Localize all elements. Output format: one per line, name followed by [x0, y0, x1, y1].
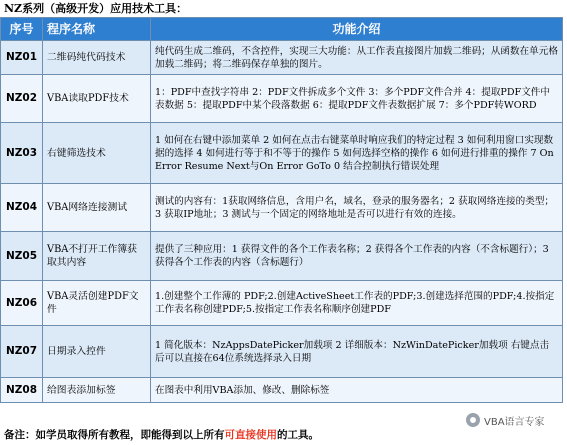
row-name: VBA灵活创建PDF文件	[43, 281, 151, 326]
wechat-logo-icon	[466, 413, 480, 427]
watermark-text: VBA语言专家	[484, 416, 545, 428]
row-code: NZ08	[1, 378, 43, 403]
table-row	[1, 123, 563, 184]
table-row	[1, 41, 563, 75]
table-header-row	[1, 18, 563, 41]
row-name: VBA不打开工作簿获取其内容	[43, 232, 151, 281]
row-name: 日期录入控件	[43, 326, 151, 378]
row-description: 1 简化版本：NzAppsDatePicker加载项 2 详细版本：NzWinDatePicker加载项 右键点击后可以直接在64位系统选择录入日期	[151, 326, 563, 378]
row-description: 测试的内容有：1获取网络信息，含用户名，域名，登录的服务器名；2 获取网络连接的类型；3 获取IP地址；3 测试与一个固定的网络地址是否可以进行有效的连接。	[151, 184, 563, 232]
row-code: NZ04	[1, 184, 43, 232]
row-description: 1.创建整个工作薄的 PDF;2.创建ActiveSheet工作表的PDF;3.创建选择范围的PDF;4.按指定工作表名称创建PDF;5.按指定工作表名称顺序创建PDF	[151, 281, 563, 326]
footnote-highlight: 可直接使用	[224, 429, 277, 441]
table-row	[1, 281, 563, 326]
table-row	[1, 184, 563, 232]
row-description: 在图表中利用VBA添加、修改、删除标签	[151, 378, 563, 403]
footnote	[4, 427, 319, 443]
footnote-prefix: 备注：如学员取得所有教程，即能得到以上所有	[4, 429, 225, 441]
row-code: NZ03	[1, 123, 43, 184]
row-code: NZ07	[1, 326, 43, 378]
row-name: 二维码纯代码技术	[43, 41, 151, 75]
table-row	[1, 232, 563, 281]
row-name: 给图表添加标签	[43, 378, 151, 403]
row-code: NZ06	[1, 281, 43, 326]
row-description: 1 如何在右键中添加菜单 2 如何在点击右键菜单时响应我们的特定过程 3 如何利用窗口实现数据的选择 4 如何进行等于和不等于的操作 5 如何选择空格的操作 6 如何进行排重的操作 7 On Error Resume Next与On Error GoTo 0 结合控制执行错误处理	[151, 123, 563, 184]
table-row	[1, 75, 563, 123]
column-header-description: 功能介绍	[151, 18, 563, 41]
table-row	[1, 326, 563, 378]
row-name: 右键筛选技术	[43, 123, 151, 184]
tools-table	[0, 17, 563, 403]
watermark	[462, 412, 549, 428]
column-header-name: 程序名称	[43, 18, 151, 41]
footnote-suffix: 的工具。	[277, 429, 319, 441]
row-description: 1：PDF中查找字符串 2：PDF文件拆成多个文件 3：多个PDF文件合并 4：提取PDF文件中表数据 5：提取PDF中某个段落数据 6：提取PDF文件表数据扩展 7：多个PDF转WORD	[151, 75, 563, 123]
column-header-index: 序号	[1, 18, 43, 41]
page-title: NZ系列（高级开发）应用技术工具：	[4, 2, 188, 15]
row-code: NZ01	[1, 41, 43, 75]
table-row	[1, 378, 563, 403]
row-description: 提供了三种应用：1 获得文件的各个工作表名称；2 获得各个工作表的内容（不含标题行）；3获得各个工作表的内容（含标题行）	[151, 232, 563, 281]
row-code: NZ02	[1, 75, 43, 123]
row-name: VBA网络连接测试	[43, 184, 151, 232]
row-code: NZ05	[1, 232, 43, 281]
row-description: 纯代码生成二维码，不含控件，实现三大功能：从工作表直接图片加载二维码；从函数在单元格加载二维码；将二维码保存单独的图片。	[151, 41, 563, 75]
row-name: VBA读取PDF技术	[43, 75, 151, 123]
